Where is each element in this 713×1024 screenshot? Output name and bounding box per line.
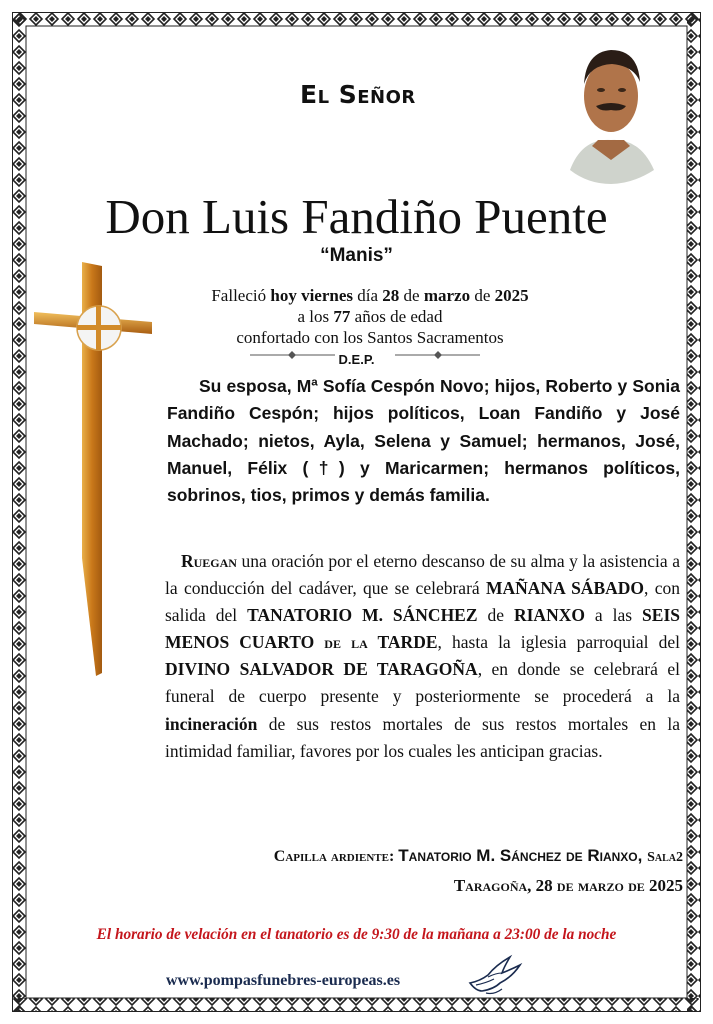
dep-label: D.E.P. [338, 352, 375, 367]
dove-logo-icon [466, 953, 524, 999]
deceased-nickname: “Manis” [320, 245, 393, 266]
death-date-line: Falleció hoy viernes día 28 de marzo de 2025 [211, 286, 529, 305]
chapel-line [274, 846, 683, 866]
ceremony-paragraph: Ruegan una oración por el eterno descanso de su alma y la asistencia a la conducción del cadáver, que se celebrará MAÑANA SÁBADO, con salida del TANATORIO M. SÁNCHEZ de RIANXO a las SEIS MENOS CUARTO de la TARDE, hasta la iglesia parroquial del DIVINO SALVADOR DE TARAGOÑA, en donde se celebrará el funeral de cuerpo presente y posteriormente se procederá a la incineración de sus restos mortales de sus restos mortales en la intimidad familiar, favores por los cuales les anticipan gracias. [165, 551, 681, 761]
deceased-name: Don Luis Fandiño Puente [105, 189, 608, 244]
chapel-label: Capilla ardiente: [273, 848, 399, 865]
chapel-room: Sala2 [647, 850, 683, 865]
place-date: Taragoña, 28 de marzo de 2025 [453, 876, 683, 895]
website-link[interactable]: www.pompasfunebres-europeas.es [166, 972, 401, 989]
family-text: Su esposa, Mª Sofía Cespón Novo; hijos, Roberto y Sonia Fandiño Cespón; hijos políticos, Loan Fandiño y José Machado; nietos, Ayla, Selena y Samuel; hermanos, José, Manuel, Félix (†) y Maricarmen; hermanos políticos, sobrinos, tios, primos y demás familia. [167, 376, 680, 506]
sacraments-line: confortado con los Santos Sacramentos [236, 328, 504, 347]
age-line: a los 77 años de edad [297, 307, 443, 326]
chapel-value: Tanatorio M. Sánchez de Rianxo, [398, 846, 648, 865]
page-title: El Señor [300, 80, 416, 109]
visiting-hours: El horario de velación en el tanatorio es de 9:30 de la mañana a 23:00 de la noche [96, 926, 617, 943]
family-paragraph [167, 373, 680, 509]
cross-icon [32, 258, 156, 678]
portrait-photo [562, 38, 660, 184]
